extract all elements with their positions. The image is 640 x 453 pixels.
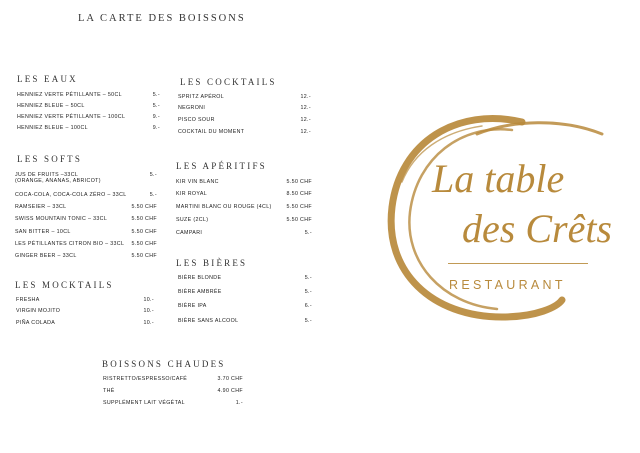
menu-item-name: MARTINI BLANC OU ROUGE (4CL): [176, 204, 272, 210]
menu-item: [176, 217, 312, 229]
menu-item-name: HENNIEZ VERTE PÉTILLANTE – 50CL: [17, 92, 122, 98]
menu-item-price: 5.-: [149, 172, 157, 178]
menu-item-price: 5.-: [304, 230, 312, 236]
menu-item-name: HENNIEZ BLEUE – 100CL: [17, 125, 88, 131]
menu-item: [15, 172, 157, 184]
menu-item: [103, 388, 243, 400]
menu-item-name: KIR ROYAL: [176, 191, 208, 197]
menu-item: [178, 105, 311, 117]
menu-item-name: COCKTAIL DU MOMENT: [178, 129, 245, 135]
menu-item: [178, 289, 312, 301]
menu-item-price: 5.50 CHF: [286, 204, 312, 210]
logo-subtitle: RESTAURANT: [449, 278, 566, 292]
menu-item-name: LES PÉTILLANTES CITRON BIO – 33CL: [15, 241, 125, 247]
menu-item-price: 4.90 CHF: [217, 388, 243, 394]
menu-item: [176, 191, 312, 203]
menu-item-name: SUZE (2CL): [176, 217, 209, 223]
menu-item-price: 10.-: [143, 308, 154, 314]
menu-item-name: NEGRONI: [178, 105, 206, 111]
menu-item-name: HENNIEZ BLEUE – 50CL: [17, 103, 85, 109]
menu-item-price: 12.-: [300, 117, 311, 123]
menu-item: [178, 275, 312, 287]
menu-item: [15, 192, 157, 204]
menu-item-name-detail: (ORANGE, ANANAS, ABRICOT): [15, 178, 101, 184]
menu-item-name: BIÈRE AMBRÉE: [178, 289, 222, 295]
menu-item-price: 5.50 CHF: [131, 204, 157, 210]
logo-script-line2: des Crêts: [462, 206, 612, 251]
menu-item-price: 5.-: [304, 289, 312, 295]
menu-item-price: 5.-: [152, 103, 160, 109]
page-title: LA CARTE DES BOISSONS: [78, 13, 246, 24]
section-title-chaudes: BOISSONS CHAUDES: [102, 359, 226, 369]
menu-item-name: SAN BITTER – 10CL: [15, 229, 71, 235]
menu-item-price: 5.-: [304, 275, 312, 281]
logo-script-line1: La table: [432, 156, 565, 201]
menu-item-name: FRESHA: [16, 297, 40, 303]
menu-item: [15, 204, 157, 216]
menu-item-price: 10.-: [143, 297, 154, 303]
section-title-eaux: LES EAUX: [17, 74, 78, 84]
menu-item-price: 9.-: [152, 114, 160, 120]
menu-item-name: BIÈRE SANS ALCOOL: [178, 318, 239, 324]
menu-item-name: GINGER BEER – 33CL: [15, 253, 77, 259]
menu-item: [178, 129, 311, 141]
menu-item-price: 12.-: [300, 105, 311, 111]
menu-item: [15, 253, 157, 265]
menu-item-price: 5.50 CHF: [286, 217, 312, 223]
menu-item-price: 5.50 CHF: [131, 216, 157, 222]
menu-item: [176, 204, 312, 216]
menu-item-name: PIÑA COLADA: [16, 320, 56, 326]
menu-item-price: 10.-: [143, 320, 154, 326]
section-title-aperitifs: LES APÉRITIFS: [176, 161, 267, 171]
menu-item-price: 5.50 CHF: [131, 229, 157, 235]
menu-item-price: 3.70 CHF: [217, 376, 243, 382]
menu-item: [15, 241, 157, 253]
menu-item: [176, 179, 312, 191]
menu-item-price: 12.-: [300, 94, 311, 100]
menu-item-name: BIÈRE IPA: [178, 303, 207, 309]
menu-item-name: VIRGIN MOJITO: [16, 308, 61, 314]
menu-item: [176, 230, 312, 242]
menu-item-name: SWISS MOUNTAIN TONIC – 33CL: [15, 216, 108, 222]
menu-item-name: CAMPARI: [176, 230, 203, 236]
menu-item: [103, 400, 243, 412]
menu-item-name: BIÈRE BLONDE: [178, 275, 222, 281]
menu-item-name: JUS DE FRUITS –33CL (ORANGE, ANANAS, ABRICOT): [15, 172, 101, 184]
menu-item-name: HENNIEZ VERTE PÉTILLANTE – 100CL: [17, 114, 126, 120]
menu-item-name: SPRITZ APÉROL: [178, 94, 225, 100]
menu-item-price: 5.-: [149, 192, 157, 198]
logo-brush-circle-top: [477, 123, 602, 134]
menu-item-price: 1.-: [235, 400, 243, 406]
menu-item: [15, 216, 157, 228]
menu-item-price: 5.50 CHF: [131, 241, 157, 247]
menu-item: [17, 125, 160, 137]
restaurant-logo: [362, 112, 632, 332]
menu-item-price: 5.-: [152, 92, 160, 98]
menu-item-price: 6.-: [304, 303, 312, 309]
section-title-bieres: LES BIÈRES: [176, 258, 248, 268]
menu-item-name: THÉ: [103, 388, 115, 394]
menu-item: [15, 229, 157, 241]
section-title-softs: LES SOFTS: [17, 154, 83, 164]
menu-item-price: 12.-: [300, 129, 311, 135]
menu-item-price: 8.50 CHF: [286, 191, 312, 197]
section-title-mocktails: LES MOCKTAILS: [15, 280, 114, 290]
menu-item-name: RISTRETTO/ESPRESSO/CAFÉ: [103, 376, 188, 382]
menu-item-name: RAMSEIER – 33CL: [15, 204, 67, 210]
menu-item-name: KIR VIN BLANC: [176, 179, 219, 185]
menu-item-name: COCA-COLA, COCA-COLA ZÉRO – 33CL: [15, 192, 127, 198]
menu-item: [178, 117, 311, 129]
menu-item-price: 5.50 CHF: [131, 253, 157, 259]
menu-item-price: 9.-: [152, 125, 160, 131]
menu-item: [178, 303, 312, 315]
logo-divider: [448, 263, 588, 264]
menu-item-name: SUPPLÉMENT LAIT VÉGÉTAL: [103, 400, 185, 406]
section-title-cocktails: LES COCKTAILS: [180, 77, 277, 87]
menu-item-price: 5.-: [304, 318, 312, 324]
menu-item: [103, 376, 243, 388]
menu-item-name: PISCO SOUR: [178, 117, 215, 123]
menu-item: [16, 320, 154, 332]
menu-item: [16, 308, 154, 320]
menu-item-price: 5.50 CHF: [286, 179, 312, 185]
menu-item: [178, 318, 312, 330]
